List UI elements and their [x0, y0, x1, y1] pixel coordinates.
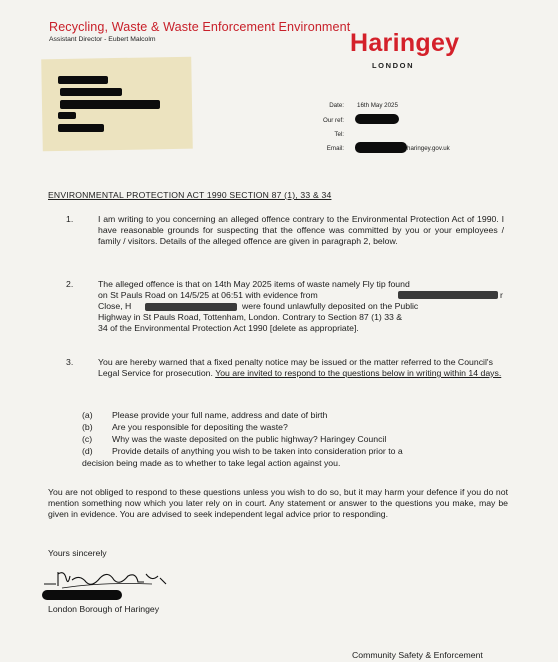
- haringey-logo: [350, 30, 470, 76]
- paragraph-2-line: The alleged offence is that on 14th May 2025 items of waste namely Fly tip found: [98, 279, 410, 289]
- paragraph-2-line: 34 of the Environmental Protection Act 1990 [delete as appropriate].: [98, 323, 359, 333]
- paragraph-2-line: on St Pauls Road on 14/5/25 at 06:51 with evidence from: [98, 290, 318, 300]
- redacted-email: [355, 142, 407, 153]
- question-letter: (c): [82, 434, 93, 444]
- footer-department: Community Safety & Enforcement: [352, 650, 483, 660]
- redacted-address-line: [58, 124, 104, 132]
- email-domain: haringey.gov.uk: [407, 145, 450, 152]
- question-d-continued: decision being made as to whether to take legal action against you.: [82, 458, 341, 468]
- redacted-address-line: [60, 100, 160, 109]
- paragraph-3-warning: You are hereby warned that a fixed penalty notice may be issued or the matter referred to the Council's Legal Service for prosecution.: [98, 357, 493, 378]
- caution-paragraph: You are not obliged to respond to these questions unless you wish to do so, but it may harm your defence if you do not mention something now which you later rely on in court. Any statement or answer to the questions you make, may be given in evidence. You are advised to seek independent legal advice prior to responding.: [48, 487, 508, 519]
- question-letter: (a): [82, 410, 93, 420]
- logo-subtitle: LONDON: [372, 61, 415, 70]
- email-label: Email:: [326, 145, 344, 152]
- paragraph-number: 1.: [66, 214, 74, 224]
- logo-wordmark: Haringey: [350, 29, 460, 57]
- date-value: 16th May 2025: [357, 102, 398, 109]
- question-d: Provide details of anything you wish to be taken into consideration prior to a: [112, 446, 403, 456]
- date-label: Date:: [329, 102, 344, 109]
- signature-image: [42, 562, 172, 592]
- question-c: Why was the waste deposited on the public highway? Haringey Council: [112, 434, 387, 444]
- paragraph-3: [98, 357, 506, 379]
- tel-label: Tel:: [334, 131, 344, 138]
- paragraph-3-invite: You are invited to respond to the questions below in writing within 14 days.: [215, 368, 502, 378]
- paragraph-2-line: Close, H: [98, 301, 132, 311]
- yours-sincerely: Yours sincerely: [48, 548, 107, 558]
- question-letter: (d): [82, 446, 93, 456]
- paragraph-2-line: r: [500, 290, 503, 300]
- paragraph-number: 3.: [66, 357, 74, 367]
- ref-label: Our ref:: [323, 117, 344, 124]
- question-a: Please provide your full name, address and date of birth: [112, 410, 328, 420]
- redacted-signatory: [42, 590, 122, 600]
- paragraph-number: 2.: [66, 279, 74, 289]
- redacted-ref: [355, 114, 399, 124]
- redacted-evidence: [398, 291, 498, 299]
- assistant-director: Assistant Director - Eubert Malcolm: [49, 36, 156, 43]
- redacted-address-line: [58, 76, 108, 84]
- department-title: Recycling, Waste & Waste Enforcement Environment: [49, 20, 351, 34]
- paragraph-2-line: Highway in St Pauls Road, Tottenham, London. Contrary to Section 87 (1) 33 &: [98, 312, 403, 322]
- paragraph-1: I am writing to you concerning an alleged offence contrary to the Environmental Protection Act of 1990. I have reasonable grounds for suspecting that the offence was committed by you or your employees / family / visitors. Details of the alleged offence are given in paragraph 2, below.: [98, 214, 504, 246]
- paragraph-2-line: were found unlawfully deposited on the Public: [242, 301, 419, 311]
- question-letter: (b): [82, 422, 93, 432]
- redacted-address-line: [60, 88, 122, 96]
- redacted-address: [145, 303, 237, 311]
- organisation-name: London Borough of Haringey: [48, 604, 160, 614]
- redacted-address-line: [58, 112, 76, 119]
- question-b: Are you responsible for depositing the waste?: [112, 422, 288, 432]
- act-heading: ENVIRONMENTAL PROTECTION ACT 1990 SECTION 87 (1), 33 & 34: [48, 190, 332, 200]
